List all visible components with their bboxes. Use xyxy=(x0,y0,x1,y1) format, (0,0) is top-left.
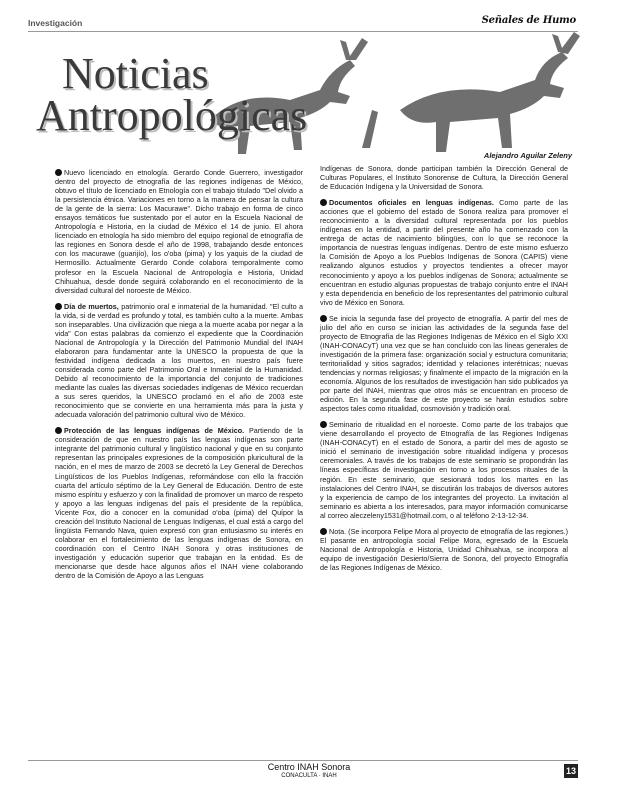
bullet-icon xyxy=(320,528,327,535)
page-number: 13 xyxy=(565,766,576,776)
bullet-icon xyxy=(320,315,327,322)
news-item xyxy=(55,302,303,420)
bullet-icon xyxy=(55,427,62,434)
title-line-1: Noticias xyxy=(62,49,209,98)
news-item xyxy=(320,527,568,572)
news-text: Se inicia la segunda fase del proyecto de etnografía. A partir del mes de julio del año en curso se inician las actividades de la segunda fase del proyecto de Etnografía de las Regiones Indígenas de México en el Siglo XXI (INAH-CONACyT) una vez que se han concluido con las líneas generales de investigación de la primera fase: organización social y estructura comunitaria; territorialidad y sitios sagrados; identidad y relaciones interétnicas; nuevas tendencias y normas religiosas; y finalmente el impacto de la migración en la economía. Algunos de los resultados de investigación han sido publicados ya por parte del INAH, mientras que otros más se encuentran en proceso de edición. En la segunda fase de este proyecto se harán estudios sobre aspectos tales como ritualidad, cosmovisión y tradición oral. xyxy=(320,313,568,414)
footer-rule xyxy=(28,760,578,761)
bullet-icon xyxy=(55,303,62,310)
bullet-icon xyxy=(320,421,327,428)
news-item xyxy=(55,426,303,580)
author-name: Alejandro Aguilar Zeleny xyxy=(483,151,572,160)
news-item xyxy=(320,420,568,520)
news-text: Como parte de las acciones que el gobierno del estado de Sonora realiza para promover el reconocimiento a la diversidad cultural representada por los pueblos indígenas en la entidad, a partir del presente año ha comenzado con la entrega de actas de nacimiento bilingües, con lo que se reconoce la importancia de nuestras lenguas indígenas. Dentro de este mismo esfuerzo la Comisión de Apoyo a los Pueblos Indígenas de Sonora (CAPIS) viene realizando algunos estudios y proyectos tendientes a ofrecer mayor reconocimiento y apoyo a los pueblos indígenas de Sonora; actualmente se encuentran en estudio algunas propuestas de trabajo conjunto entre el INAH y esta dependencia en beneficio de los representantes del patrimonio cultural vivo de México en Sonora. xyxy=(320,198,568,307)
news-item xyxy=(55,168,303,295)
bullet-icon xyxy=(320,199,327,206)
news-item xyxy=(320,164,568,191)
news-text: Nuevo licenciado en etnología. Gerardo Conde Guerrero, investigador dentro del proyecto de etnografía de las regiones indígenas de México, obtuvo el título de licenciado en Etnología con el trabajo titulado "Del olvido a la persistencia étnica. Variaciones en torno a la manera de pensar la cultura de la gente de la sierra: Los Macurawe". Dicho trabajo en forma de cinco ensayos temáticos fue sustentado por el autor en la Escuela Nacional de Antropología e Historia, en la ciudad de México el 14 de junio. El ahora licenciado en etnología ha sido miembro del equipo regional de etnografía de las regiones en Sonora desde el año de 1998, trabajando desde entonces con los macurawe (guarijío), los o'oba (pima) y los yaquis de la ciudad de Hermosillo. Actualmente Gerardo Conde colabora temporalmente como profesor en la Escuela Nacional de Antropología e Historia, Unidad Chihuahua, desde donde seguirá colaborando en el reconocimiento de la diversidad cultural del noroeste de México. xyxy=(55,168,303,295)
footer-org: Centro INAH Sonora xyxy=(267,762,351,772)
footer-sub: CONACULTA · INAH xyxy=(281,773,337,779)
news-lead: Protección de las lenguas indígenas de México. xyxy=(64,426,245,436)
left-column xyxy=(55,168,303,587)
news-text: Seminario de ritualidad en el noroeste. Como parte de los trabajos que viene desarrollando el proyecto de Etnografía de las Regiones Indígenas (INAH-CONACyT) en el estado de Sonora, a partir del mes de agosto se inició el seminario de investigación sobre ritualidad indígena y procesos ceremoniales. A través de los trabajos de este seminario se propondrán las líneas específicas de investigación en torno a los procesos rituales de la región. En este seminario, que sesionará todos los martes en las instalaciones del Centro INAH, se discutirán los trabajos de diversos autores y la experiencia de campo de los integrantes del proyecto. La invitación al seminario es abierta a los interesados, para mayor información comunicarse al correo aleczeleny1531@hotmail.com, o al teléfono 2-13-12-34. xyxy=(320,420,568,520)
news-item xyxy=(320,198,568,307)
news-text: Indígenas de Sonora, donde participan también la Dirección General de Culturas Populares, el Instituto Sonorense de Cultura, la Dirección General de Educación Indígena y la Universidad de Sonora. xyxy=(320,164,568,192)
news-lead: Documentos oficiales en lenguas indígenas. xyxy=(329,198,494,208)
magazine-logo: Señales de Humo xyxy=(481,15,576,26)
news-lead: Día de muertos, xyxy=(64,301,119,311)
news-text: patrimonio oral e inmaterial de la humanidad. "El culto a la vida, si de verdad es profundo y total, es también culto a la muerte. Ambas son inseparables. Una civilización que niega a la muerte acaba por negar a la vida" Con estas palabras da comienzo el expediente que la Coordinación Nacional de Antropología y la Dirección del Patrimonio Mundial del INAH elaboraron para fundamentar ante la UNESCO la propuesta de que la festividad indígena dedicada a los muertos, en nuestro país fuere considerada como parte del Patrimonio Oral e Inmaterial de la Humanidad. Debido al reconocimiento de la importancia del conjunto de tradiciones mediante las cuales las diversas sociedades indígenas de México recuerdan a sus seres queridos, la UNESCO proclamó en el año de 2003 este reconocimiento que se convierte en una herramienta más para la justa y adecuada valoración del patrimonio cultural vivo de México. xyxy=(55,301,303,420)
page-title xyxy=(36,49,308,140)
right-column xyxy=(320,164,568,579)
news-text: Nota. (Se incorpora Felipe Mora al proyecto de etnografía de las regiones.) El pasante en antropología social Felipe Mora, egresado de la Escuela Nacional de Antropología e Historia, Unidad Chihuahua, se incorpora al equipo de investigación Desierto/Sierra de Sonora, del proyecto Etnografía de las Regiones Indígenas de México. xyxy=(320,526,568,572)
title-line-2: Antropológicas xyxy=(36,91,308,140)
section-label: Investigación xyxy=(28,18,83,28)
news-text: Partiendo de la consideración de que en nuestro país las lenguas indígenas son parte integrante del patrimonio cultural y lingüístico nacional y que en su conjunto representan las principales expresiones de la composición pluricultural de la nación, en el mes de marzo de 2003 se decretó la Ley General de Derechos Lingüísticos de los Pueblos Indígenas, reformándose con ello la fracción cuarta del artículo séptimo de la Ley General de Educación. Dentro de este mismo espíritu y esfuerzo y con la finalidad de promover un marco de respeto y apoyo a las lenguas indígenas del país el presidente de la república, Vicente Fox, dio a conocer en la comunidad o'oba (pima) del Quípor la creación del Instituto Nacional de Lenguas Indígenas, el cual está a cargo del lingüista Fernando Nava, quien expresó con gran entusiasmo su interés en colaborar en el fortalecimiento de las lenguas indígenas de Sonora, en coordinación con el Centro INAH Sonora y otras instituciones de investigación y educación superior que trabajan en la entidad. Es de mencionarse que desde hace algunos años el INAH viene colaborando dentro de la Comisión de Apoyo a las Lenguas xyxy=(55,426,303,581)
news-item xyxy=(320,314,568,414)
bullet-icon xyxy=(55,169,62,176)
footer xyxy=(0,762,618,779)
